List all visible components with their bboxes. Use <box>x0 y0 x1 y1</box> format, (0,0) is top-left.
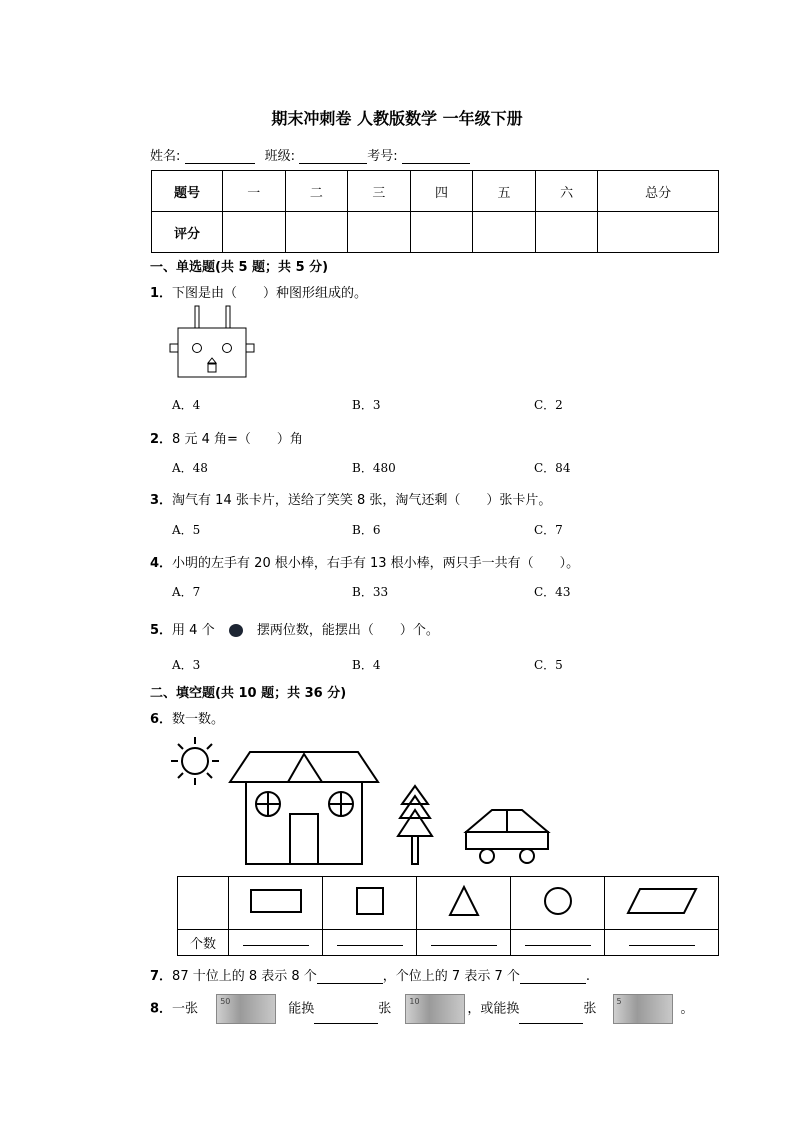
count-cell[interactable] <box>511 930 605 956</box>
bead-icon <box>229 624 243 637</box>
question-text: 下图是由（ ）种图形组成的。 <box>172 286 368 301</box>
triangle-icon <box>444 883 484 919</box>
question-number: 4． <box>150 556 173 571</box>
question-3 <box>150 489 551 508</box>
q4-option-a[interactable]: A．7 <box>172 585 201 599</box>
count-cell[interactable] <box>417 930 511 956</box>
shape-cell <box>323 877 417 930</box>
square-icon <box>350 884 390 918</box>
question-text: 。 <box>680 1001 694 1017</box>
question-6 <box>150 708 224 727</box>
question-1 <box>150 282 367 301</box>
count-cell[interactable] <box>605 930 719 956</box>
question-8 <box>150 994 694 1024</box>
score-header-cell: 一 <box>223 171 286 212</box>
score-cell[interactable] <box>598 212 719 253</box>
circle-icon <box>538 883 578 919</box>
q2-option-a[interactable]: A．48 <box>172 461 208 475</box>
question-text: 张 <box>378 1001 392 1017</box>
score-header-cell: 总分 <box>598 171 719 212</box>
score-header-cell: 六 <box>535 171 598 212</box>
banknote-50-icon <box>216 994 276 1024</box>
question-number: 1． <box>150 286 173 301</box>
tree-icon <box>398 786 432 864</box>
q2-option-c[interactable]: C．84 <box>534 461 571 475</box>
house-icon <box>230 752 378 864</box>
question-text: 小明的左手有 20 根小棒，右手有 13 根小棒，两只手一共有（ ）。 <box>172 556 580 571</box>
question-5 <box>150 619 439 638</box>
q2-option-b[interactable]: B．480 <box>352 461 396 475</box>
question-number: 6． <box>150 712 173 727</box>
question-text: 数一数。 <box>172 712 225 727</box>
banknote-5-icon <box>613 994 673 1024</box>
score-cell[interactable] <box>223 212 286 253</box>
shape-cell <box>229 877 323 930</box>
house-scene-figure <box>170 732 570 870</box>
question-text: ，个位上的 7 表示 7 个 <box>382 969 520 984</box>
q4-option-c[interactable]: C．43 <box>534 585 571 599</box>
answer-blank[interactable] <box>317 969 383 984</box>
exam-number-field[interactable] <box>402 149 470 164</box>
shape-row <box>178 877 719 930</box>
q3-option-a[interactable]: A．5 <box>172 523 201 537</box>
score-cell[interactable] <box>473 212 536 253</box>
score-cell[interactable] <box>348 212 411 253</box>
question-2 <box>150 428 303 447</box>
question-text: 用 4 个 <box>172 623 215 638</box>
section-heading-fill-in: 二、填空题(共 10 题；共 36 分) <box>150 686 347 701</box>
banknote-10-icon <box>405 994 465 1024</box>
count-blank[interactable] <box>243 935 309 946</box>
answer-blank[interactable] <box>520 969 586 984</box>
banknote-value: 5 <box>616 997 622 1006</box>
question-number: 7． <box>150 969 173 984</box>
q1-option-b[interactable]: B．3 <box>352 398 381 412</box>
score-header-cell: 四 <box>410 171 473 212</box>
question-number: 3． <box>150 493 173 508</box>
question-text: 张 <box>583 1001 597 1017</box>
score-value-row <box>152 212 719 253</box>
robot-shapes-figure <box>168 305 260 380</box>
question-text: ，或能换 <box>467 1001 520 1017</box>
question-text: . <box>585 969 591 984</box>
q5-option-a[interactable]: A．3 <box>172 658 201 672</box>
rectangle-icon <box>246 885 306 917</box>
count-blank[interactable] <box>629 935 695 946</box>
q1-option-c[interactable]: C．2 <box>534 398 563 412</box>
score-header-cell: 三 <box>348 171 411 212</box>
question-4 <box>150 552 579 571</box>
count-cell[interactable] <box>229 930 323 956</box>
count-row-label: 个数 <box>178 930 229 956</box>
shape-cell <box>605 877 719 930</box>
question-text: 摆两位数，能摆出（ ）个。 <box>256 623 439 638</box>
question-7 <box>150 965 590 984</box>
score-header-row <box>152 171 719 212</box>
parallelogram-icon <box>622 885 702 917</box>
sun-icon <box>171 737 219 785</box>
shape-cell <box>417 877 511 930</box>
question-text: 87 十位上的 8 表示 8 个 <box>172 969 317 984</box>
question-number: 8． <box>150 1001 173 1017</box>
score-header-cell: 二 <box>285 171 348 212</box>
score-cell[interactable] <box>285 212 348 253</box>
answer-blank[interactable] <box>314 1009 378 1024</box>
question-number: 2． <box>150 432 173 447</box>
q1-option-a[interactable]: A．4 <box>172 398 201 412</box>
count-cell[interactable] <box>323 930 417 956</box>
shape-cell <box>511 877 605 930</box>
question-text: 一张 <box>172 1001 199 1017</box>
exam-number-label: 考号: <box>367 149 398 164</box>
car-icon <box>466 810 548 863</box>
score-table <box>151 170 719 253</box>
class-field[interactable] <box>299 149 367 164</box>
section-heading-single-choice: 一、单选题(共 5 题；共 5 分) <box>150 260 329 275</box>
score-header-cell: 五 <box>473 171 536 212</box>
question-number: 5． <box>150 623 173 638</box>
q5-option-c[interactable]: C．5 <box>534 658 563 672</box>
question-text: 淘气有 14 张卡片，送给了笑笑 8 张，淘气还剩（ ）张卡片。 <box>172 493 552 508</box>
q3-option-c[interactable]: C．7 <box>534 523 563 537</box>
answer-blank[interactable] <box>519 1009 583 1024</box>
score-cell[interactable] <box>535 212 598 253</box>
question-text: 能换 <box>288 1001 315 1017</box>
q3-option-b[interactable]: B．6 <box>352 523 381 537</box>
banknote-value: 10 <box>409 997 420 1006</box>
count-blank[interactable] <box>337 935 403 946</box>
name-label: 姓名: <box>150 149 181 164</box>
banknote-value: 50 <box>220 997 231 1006</box>
score-row-label: 评分 <box>152 212 223 253</box>
student-info-line <box>150 145 470 164</box>
name-field[interactable] <box>185 149 255 164</box>
count-row <box>178 930 719 956</box>
question-text: 8 元 4 角=（ ）角 <box>172 432 303 447</box>
count-blank[interactable] <box>431 935 497 946</box>
class-label: 班级: <box>264 149 296 164</box>
page-title: 期末冲刺卷 人教版数学 一年级下册 <box>271 109 523 128</box>
empty-corner-cell <box>178 877 229 930</box>
score-header-cell: 题号 <box>152 171 223 212</box>
q4-option-b[interactable]: B．33 <box>352 585 389 599</box>
shape-count-table <box>177 876 719 956</box>
q5-option-b[interactable]: B．4 <box>352 658 381 672</box>
count-blank[interactable] <box>525 935 591 946</box>
score-cell[interactable] <box>410 212 473 253</box>
